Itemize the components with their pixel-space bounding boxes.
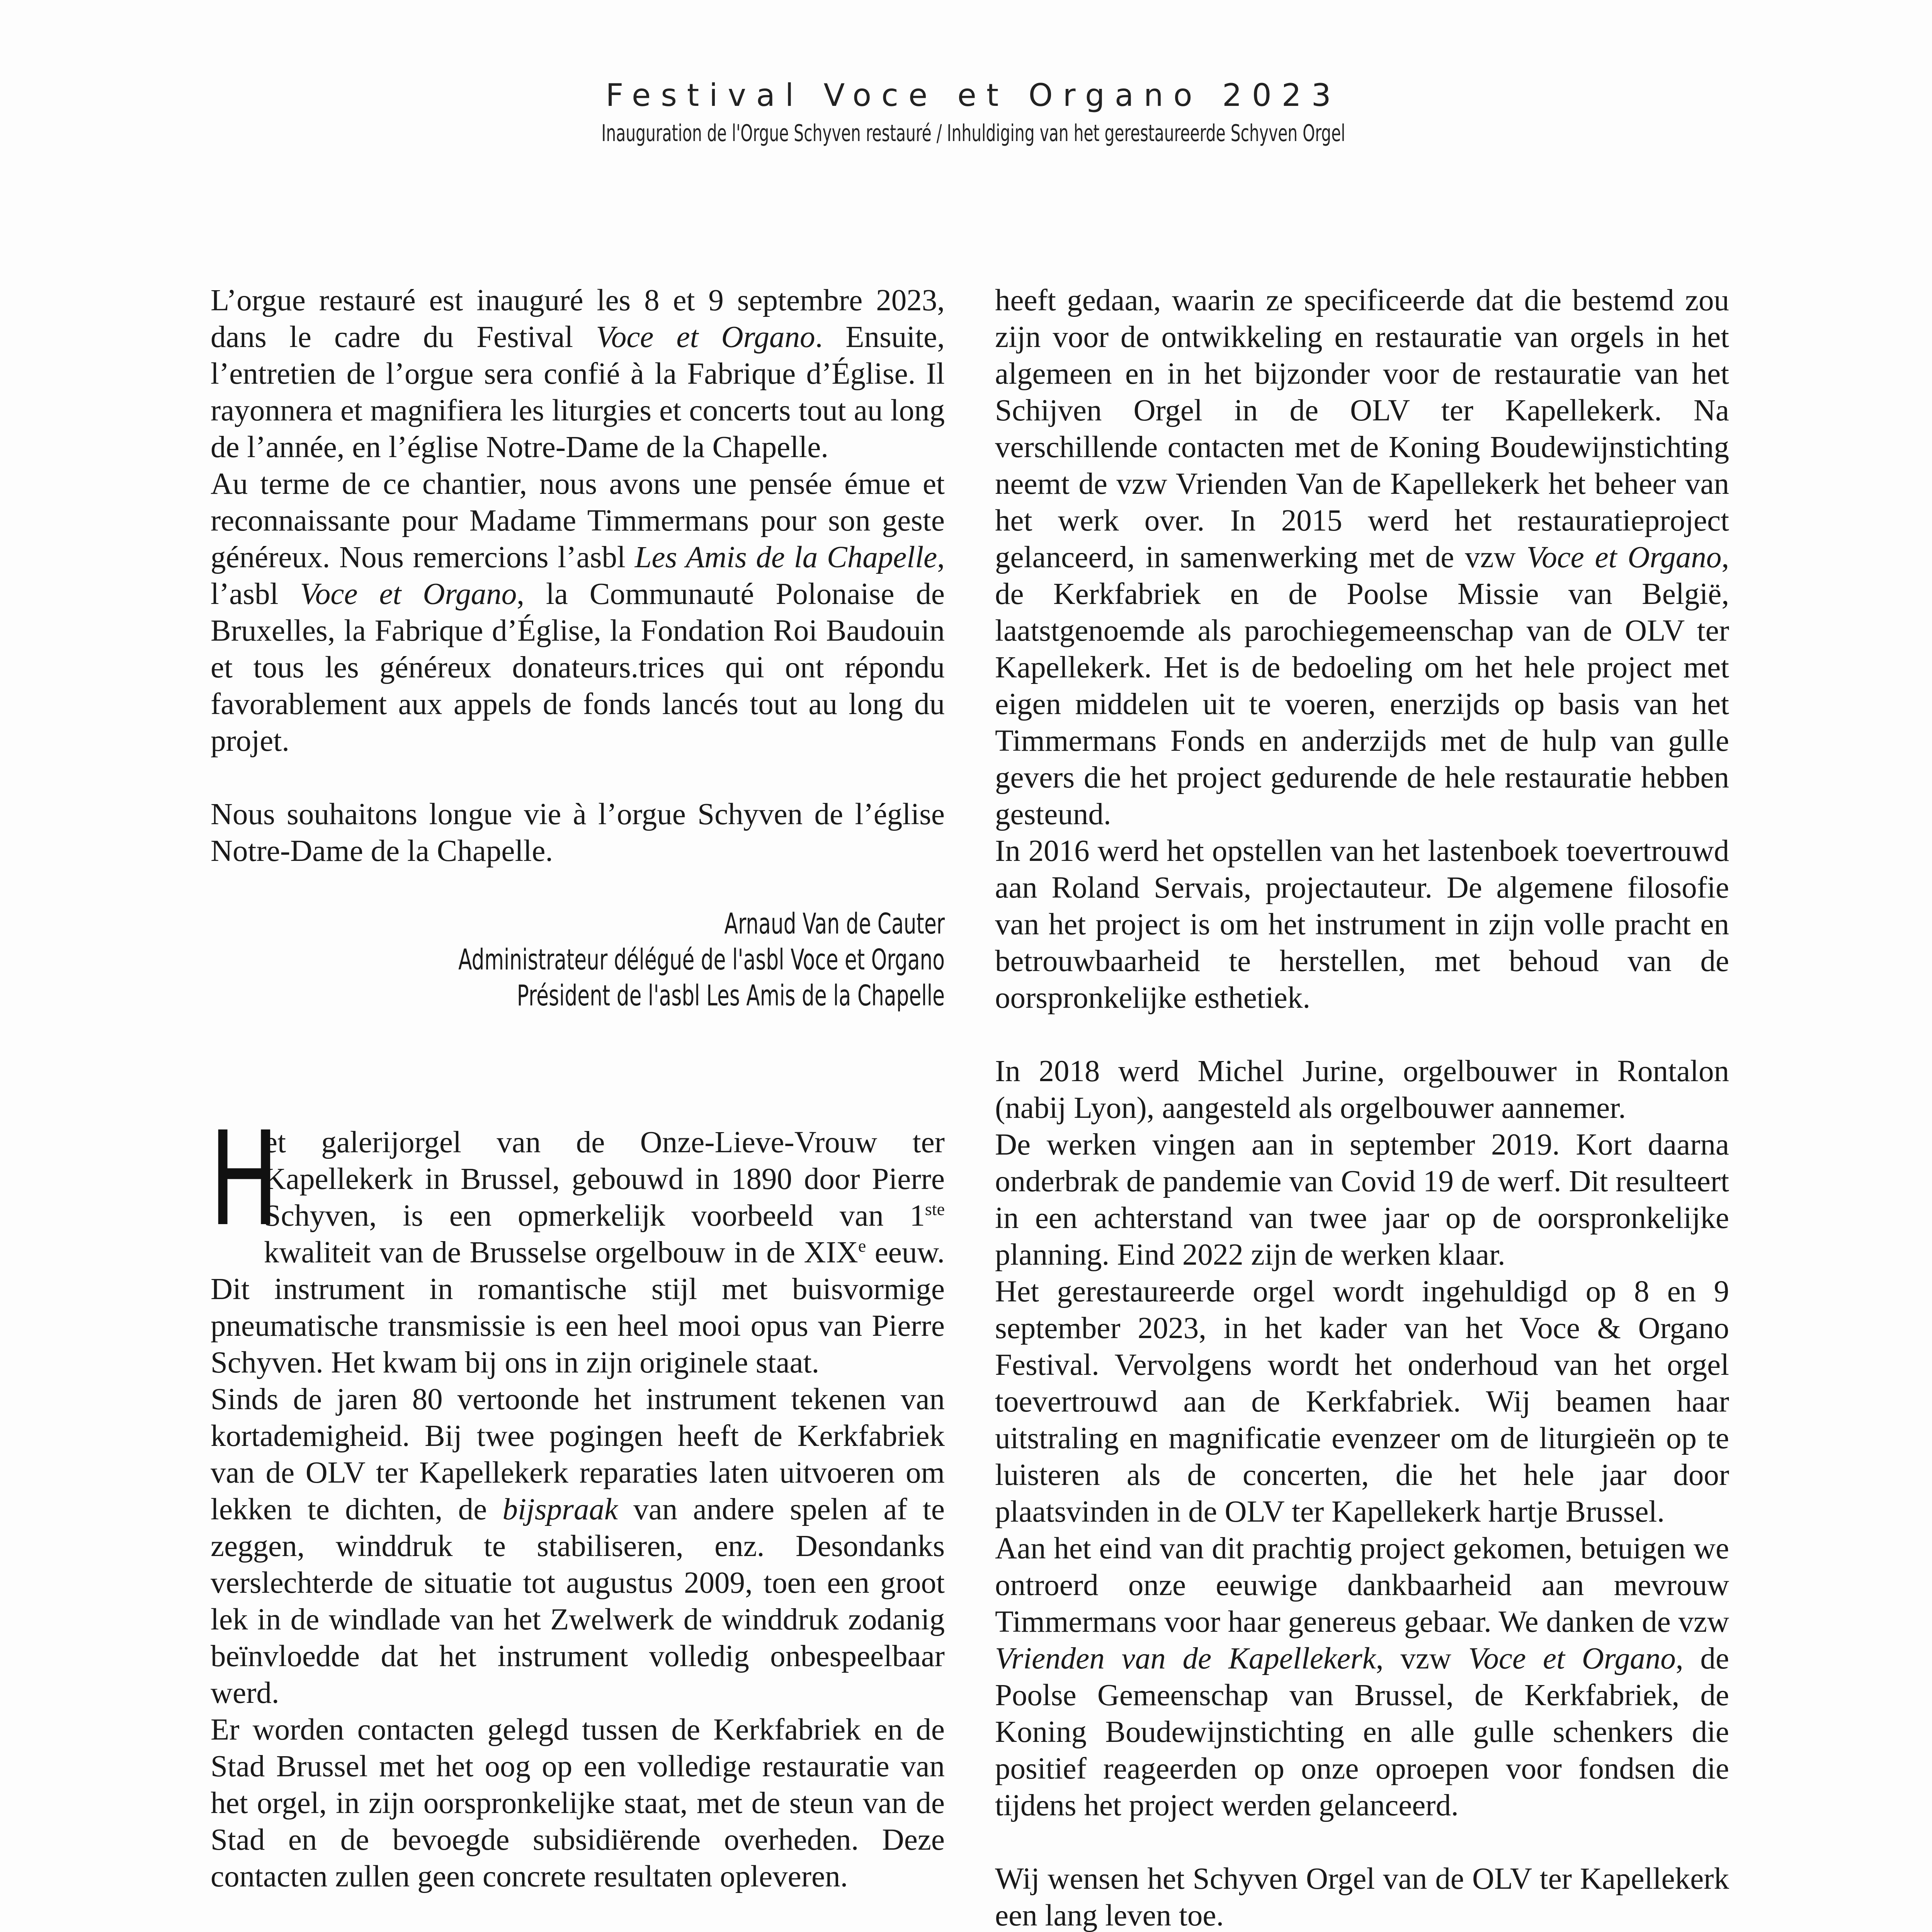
spacer [211,759,945,796]
spacer [995,1824,1729,1861]
drop-cap: H [209,1104,279,1255]
text-run: L’orgue restauré est inauguré les 8 et 9 septembre 2023, dans le cadre du Festival [211,284,945,354]
spacer [211,869,945,906]
italic-run: Les Amis de la Chapelle [634,541,937,574]
dutch-paragraph-2 [211,1381,945,1711]
superscript: ste [925,1199,945,1219]
signature-role-2: Président de l'asbl Les Amis de la Chapelle [517,979,945,1012]
spacer [995,1016,1729,1053]
italic-run: Vrienden van de Kapellekerk [995,1642,1376,1675]
right-paragraph-5: Het gerestaureerde orgel wordt ingehuldigd op 8 en 9 september 2023, in het kader van het Voce & Organo Festival. Vervolgens wordt het onderhoud van het orgel toevertrouwd aan de Kerkfabriek. Wij beamen haar uitstraling en magnificatie evenzeer om de liturgieën op te luisteren als de concerten, die het hele jaar door plaatsvinden in de OLV ter Kapellekerk hartje Brussel. [995,1275,1729,1529]
festival-subtitle: Inauguration de l'Orgue Schyven restauré / Inhuldiging van het gerestaureerde Schyven Orgel [601,120,1345,147]
text-run: Au terme de ce chantier, nous avons une pensée émue et reconnaissante pour Madame Timmermans pour son geste généreux. Nous remercions l’asbl [211,467,945,574]
italic-run: Voce et Organo [1468,1642,1676,1675]
dutch-paragraph-3: Er worden contacten gelegd tussen de Kerkfabriek en de Stad Brussel met het oog op een volledige restauratie van het orgel, in zijn oorspronkelijke staat, met de steun van de Stad en de bevoegde subsidiërende overheden. Deze contacten zullen geen concrete resultaten opleveren. [211,1713,945,1893]
italic-run: Voce et Organo [1526,541,1722,574]
french-paragraph-3: Nous souhaitons longue vie à l’orgue Schyven de l’église Notre-Dame de la Chapelle. [211,798,945,868]
dutch-paragraph-1 [209,1104,945,1381]
french-paragraph-1 [211,282,945,466]
text-run: , la Communauté Polonaise de Bruxelles, la Fabrique d’Église, la Fondation Roi Baudouin et tous les généreux donateurs.trices qui ont répondu favorablement aux appels de fonds lancés tout au long du projet. [211,577,945,758]
right-paragraph-1 [995,282,1729,833]
right-paragraph-2: In 2016 werd het opstellen van het lastenboek toevertrouwd aan Roland Servais, projectauteur. De algemene filosofie van het project is om het instrument in zijn volle pracht en betrouwbaarheid te herstellen, met behoud van de oorspronkelijke esthetiek. [995,834,1729,1015]
signature-role-1: Administrateur délégué de l'asbl Voce et Organo [458,943,945,976]
italic-run: Voce et Organo [596,320,815,354]
text-run: , de Poolse Gemeenschap van Brussel, de Kerkfabriek, de Koning Boudewijnstichting en alle gulle schenkers die positief reageerden op onze oproepen voor fondsen die tijdens het project werden gelanceerd. [995,1642,1729,1822]
spacer [211,1014,945,1124]
italic-run: Voce et Organo [300,577,517,611]
text-run: . Ensuite, l’entretien de l’orgue sera confié à la Fabrique d’Église. Il rayonnera et magnifiera les liturgies et concerts tout au long de l’année, en l’église Notre-Dame de la Chapelle. [211,320,945,464]
festival-title: Festival Voce et Organo 2023 [605,77,1341,113]
spacer [211,1895,945,1932]
right-paragraph-3: In 2018 werd Michel Jurine, orgelbouwer in Rontalon (nabij Lyon), aangesteld als orgelbouwer aannemer. [995,1054,1729,1125]
italic-run: bijspraak [502,1493,618,1526]
text-run: , vzw [1376,1642,1468,1675]
text-run: Sinds de jaren 80 vertoonde het instrument tekenen van kortademigheid. Bij twee pogingen heeft de Kerkfabriek van de OLV ter Kapellekerk reparaties laten uitvoeren om lekken te dichten, de [211,1383,945,1526]
french-paragraph-2 [211,466,945,759]
text-run: heeft gedaan, waarin ze specificeerde dat die bestemd zou zijn voor de ontwikkeling en restauratie van orgels in het algemeen en in het bijzonder voor de restauratie van het Schijven Orgel in de OLV ter Kapellekerk. Na verschillende contacten met de Koning Boudewijnstichting neemt de vzw Vrienden Van de Kapellekerk het beheer van het werk over. In 2015 werd het restauratieproject gelanceerd, in samenwerking met de vzw [995,284,1729,574]
signature-name: Arnaud Van de Cauter [724,907,945,940]
right-column [995,282,1729,1932]
text-run: Aan het eind van dit prachtig project gekomen, betuigen we ontroerd onze eeuwige dankbaarheid aan mevrouw Timmermans voor haar genereus gebaar. We danken de vzw [995,1532,1730,1639]
right-paragraph-7: Wij wensen het Schyven Orgel van de OLV ter Kapellekerk een lang leven toe. [995,1862,1729,1932]
text-run: van andere spelen af te zeggen, winddruk te stabiliseren, enz. Desondanks verslechterde de situatie tot augustus 2009, toen een groot lek in de windlade van het Zwelwerk de winddruk zodanig beïnvloedde dat het instrument volledig onbespeelbaar werd. [211,1493,945,1710]
left-column [211,282,945,1932]
text-run: eeuw. Dit instrument in romantische stijl met buisvormige pneumatische transmissie is een heel mooi opus van Pierre Schyven. Het kwam bij ons in zijn originele staat. [211,1236,945,1379]
text-run: , l’asbl [211,541,945,611]
text-run: et galerijorgel van de Onze-Lieve-Vrouw ter Kapellekerk in Brussel, gebouwd in 1890 door Pierre Schyven, is een opmerkelijk voorbeeld van 1 [264,1126,945,1233]
superscript: e [858,1236,866,1256]
right-paragraph-4: De werken vingen aan in september 2019. Kort daarna onderbrak de pandemie van Covid 19 de werf. Dit resulteert in een achterstand van twee jaar op de oorspronkelijke planning. Eind 2022 zijn de werken klaar. [995,1128,1729,1272]
text-run: , de Kerkfabriek en de Poolse Missie van België, laatstgenoemde als parochiegemeenschap van de OLV ter Kapellekerk. Het is de bedoeling om het hele project met eigen middelen uit te voeren, enerzijds op basis van het Timmermans Fonds en anderzijds met de hulp van gulle gevers die het project gedurende de hele restauratie hebben gesteund. [995,541,1729,831]
text-run: kwaliteit van de Brusselse orgelbouw in de XIX [264,1236,858,1269]
right-paragraph-6 [995,1530,1729,1824]
